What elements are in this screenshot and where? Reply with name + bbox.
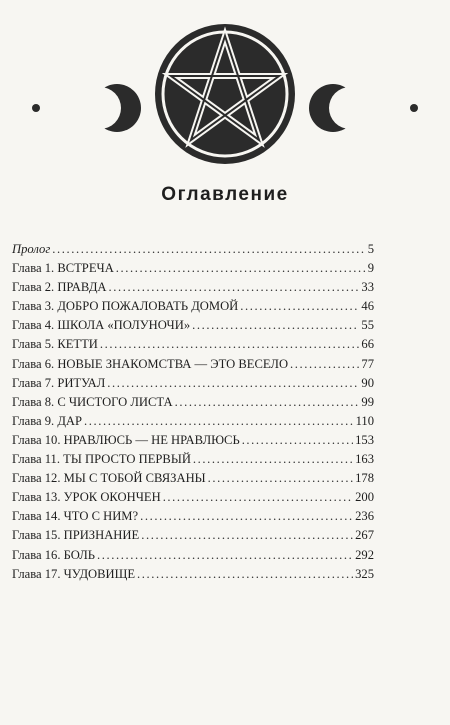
toc-page-number: 153	[355, 432, 374, 447]
toc-entry-label: Пролог	[12, 242, 51, 256]
table-of-contents	[12, 240, 374, 584]
toc-entry-label: Глава 10. НРАВЛЮСЬ — НЕ НРАВЛЮСЬ	[12, 432, 240, 447]
toc-leader-dots	[208, 469, 353, 488]
toc-page-number: 5	[367, 242, 374, 256]
dot-icon	[410, 104, 418, 112]
toc-entry-label: Глава 12. МЫ С ТОБОЙ СВЯЗАНЫ	[12, 471, 206, 486]
toc-leader-dots	[163, 488, 353, 507]
toc-entry-label: Глава 2. ПРАВДА	[12, 280, 107, 295]
toc-page-number: 292	[355, 547, 374, 562]
toc-entry-label: Глава 7. РИТУАЛ	[12, 375, 106, 390]
toc-leader-dots	[109, 278, 360, 297]
toc-entry	[12, 355, 374, 374]
toc-leader-dots	[140, 507, 353, 526]
toc-page-number: 99	[361, 394, 374, 409]
toc-page-number: 325	[355, 566, 374, 581]
toc-leader-dots	[175, 393, 360, 412]
toc-page-number: 178	[355, 471, 374, 486]
toc-leader-dots	[107, 374, 359, 393]
toc-entry-label: Глава 15. ПРИЗНАНИЕ	[12, 528, 140, 543]
toc-entry	[12, 374, 374, 393]
toc-entry	[12, 450, 374, 469]
toc-entry	[12, 278, 374, 297]
toc-page-number: 163	[355, 452, 374, 467]
toc-leader-dots	[84, 412, 354, 431]
toc-page-number: 267	[355, 528, 374, 543]
toc-entry-label: Глава 3. ДОБРО ПОЖАЛОВАТЬ ДОМОЙ	[12, 299, 239, 314]
toc-page-number: 55	[361, 318, 374, 333]
toc-entry-label: Глава 9. ДАР	[12, 413, 83, 428]
toc-entry-label: Глава 6. НОВЫЕ ЗНАКОМСТВА — ЭТО ВЕСЕЛО	[12, 356, 289, 371]
toc-entry	[12, 488, 374, 507]
toc-entry-label: Глава 14. ЧТО С НИМ?	[12, 509, 139, 524]
toc-entry-label: Глава 13. УРОК ОКОНЧЕН	[12, 490, 161, 505]
toc-entry	[12, 565, 374, 584]
toc-page-number: 66	[361, 337, 374, 352]
toc-page-number: 46	[361, 299, 374, 314]
toc-entry	[12, 393, 374, 412]
toc-entry	[12, 335, 374, 354]
pentagram-moon-phases-icon	[0, 18, 450, 168]
toc-page-number: 77	[361, 356, 374, 371]
toc-leader-dots	[100, 335, 360, 354]
toc-entry	[12, 507, 374, 526]
toc-page-number: 200	[355, 490, 374, 505]
toc-leader-dots	[290, 355, 359, 374]
toc-entry-label: Глава 5. КЕТТИ	[12, 337, 98, 352]
toc-entry-label: Глава 16. БОЛЬ	[12, 547, 96, 562]
toc-leader-dots	[192, 316, 359, 335]
toc-leader-dots	[141, 526, 353, 545]
toc-page-number: 33	[361, 280, 374, 295]
toc-leader-dots	[52, 240, 365, 259]
toc-entry-label: Глава 11. ТЫ ПРОСТО ПЕРВЫЙ	[12, 452, 191, 467]
toc-entry	[12, 469, 374, 488]
crescent-moon-icon	[52, 80, 80, 136]
toc-leader-dots	[116, 259, 366, 278]
toc-leader-dots	[137, 565, 353, 584]
toc-page-number: 90	[361, 375, 374, 390]
crescent-moon-icon	[370, 80, 398, 136]
toc-entry	[12, 316, 374, 335]
toc-leader-dots	[242, 431, 353, 450]
toc-leader-dots	[240, 297, 359, 316]
toc-leader-dots	[97, 546, 353, 565]
toc-page-number: 9	[367, 261, 374, 276]
toc-entry-label: Глава 4. ШКОЛА «ПОЛУНОЧИ»	[12, 318, 191, 333]
toc-entry	[12, 412, 374, 431]
toc-entry	[12, 297, 374, 316]
toc-entry	[12, 546, 374, 565]
toc-entry	[12, 526, 374, 545]
page-title: Оглавление	[161, 184, 289, 205]
toc-entry-label: Глава 8. С ЧИСТОГО ЛИСТА	[12, 394, 173, 409]
toc-entry-label: Глава 17. ЧУДОВИЩЕ	[12, 566, 136, 581]
toc-entry-label: Глава 1. ВСТРЕЧА	[12, 261, 114, 276]
toc-page-number: 110	[355, 413, 374, 428]
toc-entry	[12, 240, 374, 259]
dot-icon	[32, 104, 40, 112]
toc-page-number: 236	[355, 509, 374, 524]
toc-entry	[12, 431, 374, 450]
toc-leader-dots	[193, 450, 353, 469]
toc-entry	[12, 259, 374, 278]
